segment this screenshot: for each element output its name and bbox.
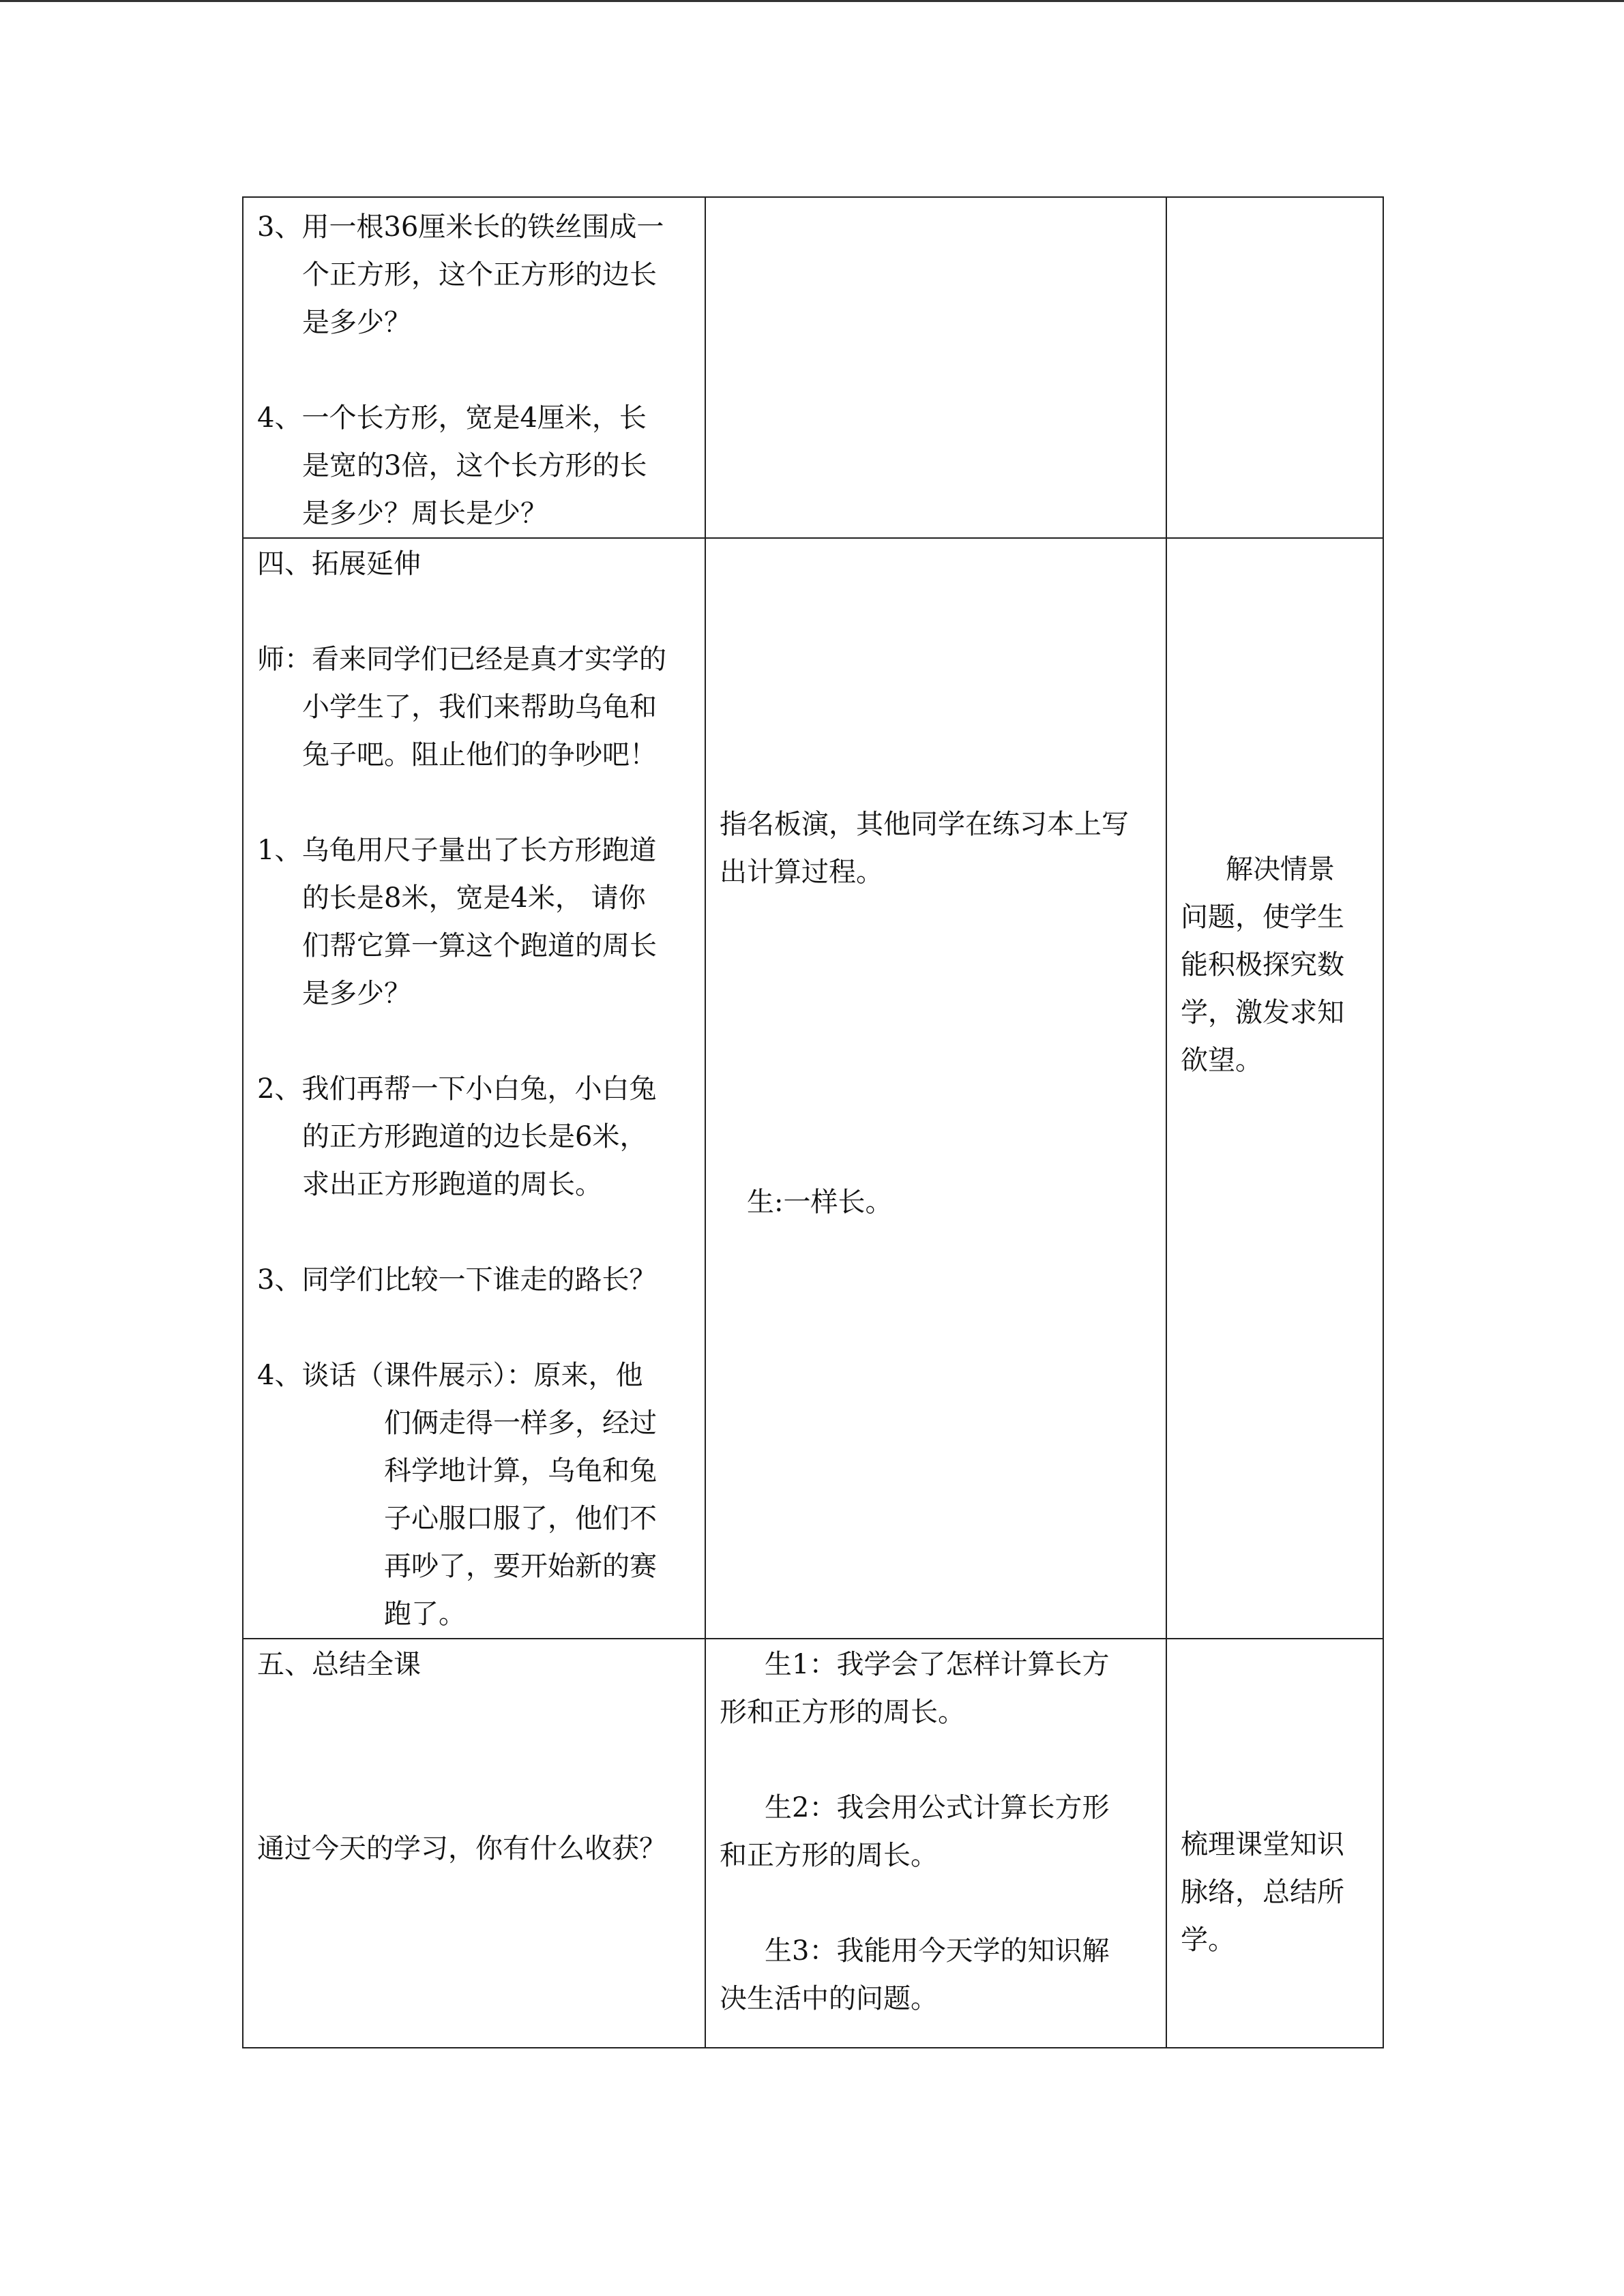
student-response-3: 生3：我能用今天学的知识解 决生活中的问题。 <box>720 1935 1110 2014</box>
extension-item-4: 4、谈话（课件展示）：原来，他 们俩走得一样多，经过 科学地计算，乌龟和兔 子心服口服了，他们不 再吵了，要开始新的赛 跑了。 <box>257 1360 657 1630</box>
teacher-remark: 师：看来同学们已经是真才实学的 小学生了，我们来帮助乌龟和 兔子吧。阻止他们的争吵吧！ <box>257 644 666 771</box>
extension-item-2: 2、我们再帮一下小白兔，小白兔 的正方形跑道的边长是6米， 求出正方形跑道的周长。 <box>257 1073 657 1200</box>
process-cell <box>243 538 705 1639</box>
extension-item-3: 3、同学们比较一下谁走的路长？ <box>257 1264 657 1296</box>
extension-item-1: 1、乌龟用尺子量出了长方形跑道 的长是8米，宽是4米， 请你 们帮它算一算这个跑道的周长 是多少？ <box>257 835 657 1009</box>
process-cell <box>243 197 705 538</box>
exercise-4: 4、一个长方形，宽是4厘米，长 是宽的3倍，这个长方形的长 是多少？周长是少？ <box>257 402 647 529</box>
design-intent-cell <box>1166 197 1383 538</box>
summary-question: 通过今天的学习，你有什么收获？ <box>257 1833 666 1864</box>
section-heading-summary: 五、总结全课 <box>257 1649 421 1680</box>
table-row <box>243 538 1383 1639</box>
section-heading-extension: 四、拓展延伸 <box>257 548 421 580</box>
process-cell <box>243 1639 705 2048</box>
student-activity-cell <box>705 538 1166 1639</box>
design-intent-text: 解决情景 问题，使学生 能积极探究数 学，激发求知 欲望。 <box>1181 854 1344 1076</box>
student-response-2: 生2：我会用公式计算长方形 和正方形的周长。 <box>720 1792 1110 1871</box>
student-answer: 生:一样长。 <box>747 1187 893 1218</box>
student-activity-cell <box>705 197 1166 538</box>
table-row <box>243 197 1383 538</box>
design-intent-text: 梳理课堂知识 脉络，总结所 学。 <box>1181 1829 1344 1956</box>
design-intent-cell <box>1166 1639 1383 2048</box>
student-response-1: 生1：我学会了怎样计算长方 形和正方形的周长。 <box>720 1649 1110 1728</box>
table-row <box>243 1639 1383 2048</box>
lesson-plan-table <box>242 196 1384 2048</box>
board-demonstration-note: 指名板演，其他同学在练习本上写 出计算过程。 <box>720 809 1129 888</box>
exercise-3: 3、用一根36厘米长的铁丝围成一 个正方形，这个正方形的边长 是多少？ <box>257 211 664 338</box>
student-activity-cell <box>705 1639 1166 2048</box>
page-top-rule <box>0 0 1624 2</box>
design-intent-cell <box>1166 538 1383 1639</box>
